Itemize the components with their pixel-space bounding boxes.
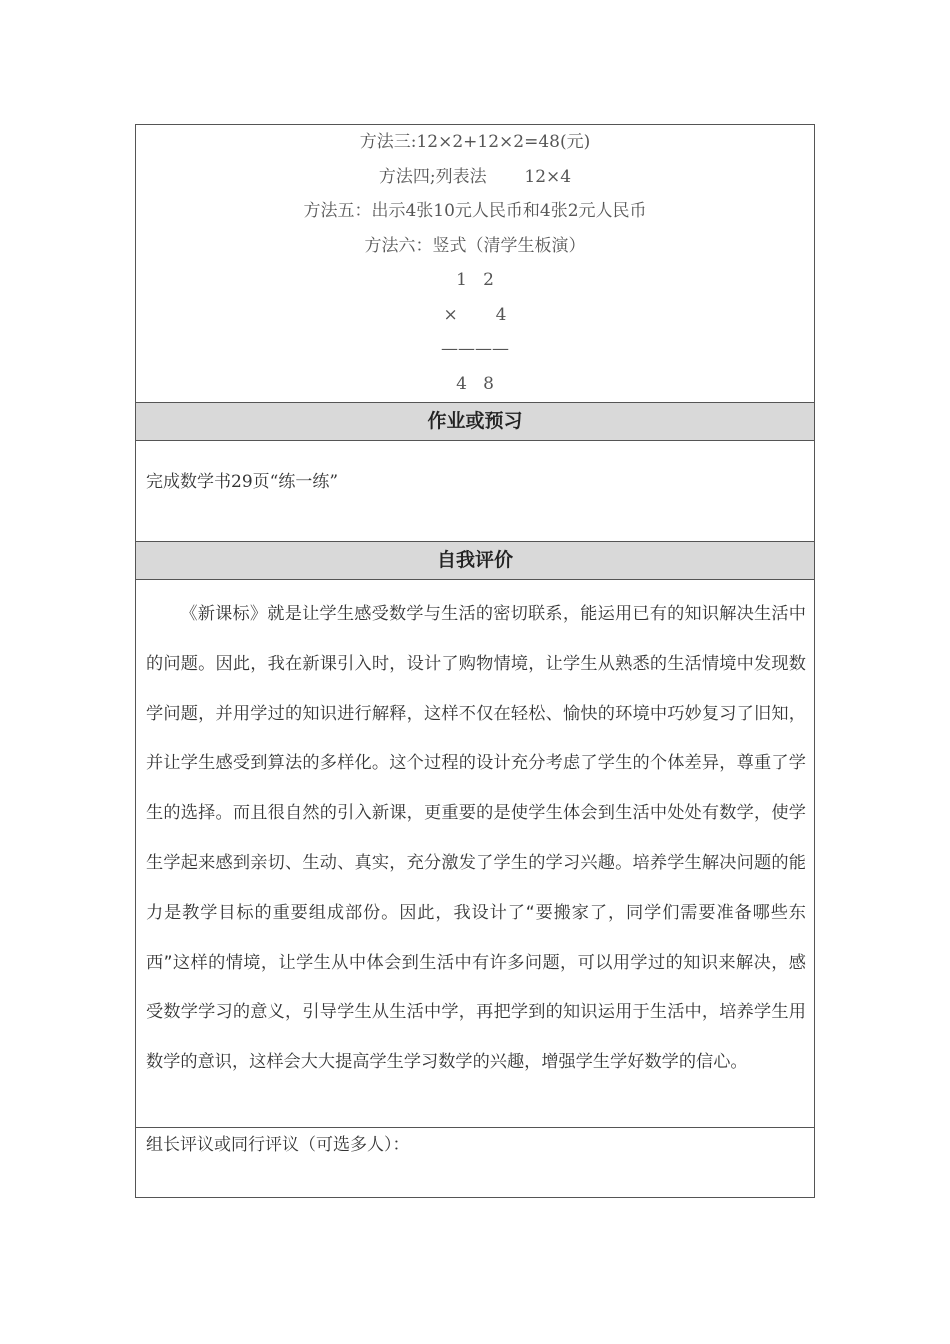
homework-content: 完成数学书29页“练一练”	[136, 440, 814, 541]
method-six: 方法六：竖式（清学生板演）	[364, 235, 586, 256]
reflection-header: 自我评价	[136, 541, 814, 579]
vertical-calc-line-2: × 4	[443, 304, 507, 325]
reflection-content	[136, 579, 814, 1127]
lesson-plan-table	[135, 124, 815, 1198]
reflection-paragraph: 《新课标》就是让学生感受数学与生活的密切联系，能运用已有的知识解决生活中的问题。因此，我在新课引入时，设计了购物情境，让学生从熟悉的生活情境中发现数学问题，并用学过的知识进行解释，这样不仅在轻松、愉快的环境中巧妙复习了旧知，并让学生感受到算法的多样化。这个过程的设计充分考虑了学生的个体差异，尊重了学生的选择。而且很自然的引入新课，更重要的是使学生体会到生活中处处有数学，使学生学起来感到亲切、生动、真实，充分激发了学生的学习兴趣。培养学生解决问题的能力是教学目标的重要组成部份。因此，我设计了“要搬家了，同学们需要准备哪些东西”这样的情境，让学生从中体会到生活中有许多问题，可以用学过的知识来解决，感受数学学习的意义，引导学生从生活中学，再把学到的知识运用于生活中，培养学生用数学的意识，这样会大大提高学生学习数学的兴趣，增强学生学好数学的信心。	[146, 604, 806, 1073]
homework-header: 作业或预习	[136, 402, 814, 440]
method-three: 方法三:12×2+12×2=48(元)	[359, 132, 591, 152]
peer-comment-field: 组长评议或同行评议（可选多人）：	[136, 1127, 814, 1197]
vertical-calc-line-1: 1 2	[456, 270, 494, 290]
vertical-calc-result: 4 8	[456, 373, 494, 394]
methods-section	[136, 125, 814, 402]
method-five: 方法五：出示4张10元人民币和4张2元人民币	[303, 201, 647, 221]
method-four: 方法四;列表法 12×4	[378, 166, 572, 187]
vertical-calc-rule: ————	[441, 339, 509, 359]
